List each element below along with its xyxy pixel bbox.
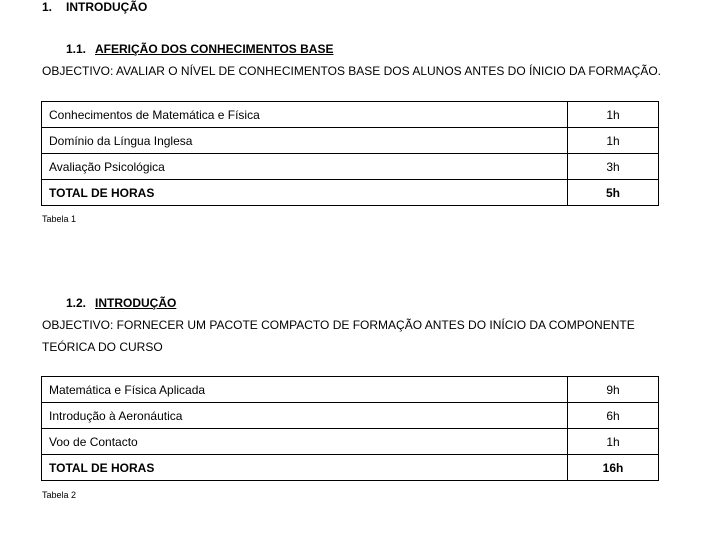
row-label: Conhecimentos de Matemática e Física [42,102,568,128]
row-label: Introdução à Aeronáutica [42,403,568,429]
section-1-objective: OBJECTIVO: AVALIAR O NÍVEL DE CONHECIMENTOS BASE DOS ALUNOS ANTES DO ÍNICIO DA FORMAÇÃO. [42,64,662,78]
section-2-heading [66,296,176,310]
total-label: TOTAL DE HORAS [42,455,568,481]
main-heading-title: INTRODUÇÃO [66,0,148,14]
section-2-objective: OBJECTIVO: FORNECER UM PACOTE COMPACTO DE FORMAÇÃO ANTES DO INÍCIO DA COMPONENTE TEÓRICA DO CURSO [42,318,635,354]
table-row [42,154,659,180]
row-hours: 6h [568,403,659,429]
hours-table-1 [41,101,659,206]
table-row [42,429,659,455]
row-hours: 1h [568,429,659,455]
table-row [42,403,659,429]
row-label: Avaliação Psicológica [42,154,568,180]
table-row [42,128,659,154]
total-hours: 16h [568,455,659,481]
table-row [42,102,659,128]
total-hours: 5h [568,180,659,206]
hours-table-2 [41,376,659,481]
section-2-title: INTRODUÇÃO [95,296,177,310]
row-hours: 1h [568,128,659,154]
main-heading-number: 1. [42,0,53,14]
total-row [42,455,659,481]
table-1-caption: Tabela 1 [42,214,77,224]
total-label: TOTAL DE HORAS [42,180,568,206]
section-1-title: AFERIÇÃO DOS CONHECIMENTOS BASE [95,42,334,56]
table-2-caption: Tabela 2 [42,490,77,500]
total-row [42,180,659,206]
section-1-number: 1.1. [66,42,87,56]
row-label: Domínio da Língua Inglesa [42,128,568,154]
main-heading [42,0,147,14]
section-2-number: 1.2. [66,296,87,310]
section-1-heading [66,42,333,56]
table-row [42,377,659,403]
row-hours: 9h [568,377,659,403]
row-label: Voo de Contacto [42,429,568,455]
row-hours: 3h [568,154,659,180]
row-hours: 1h [568,102,659,128]
row-label: Matemática e Física Aplicada [42,377,568,403]
